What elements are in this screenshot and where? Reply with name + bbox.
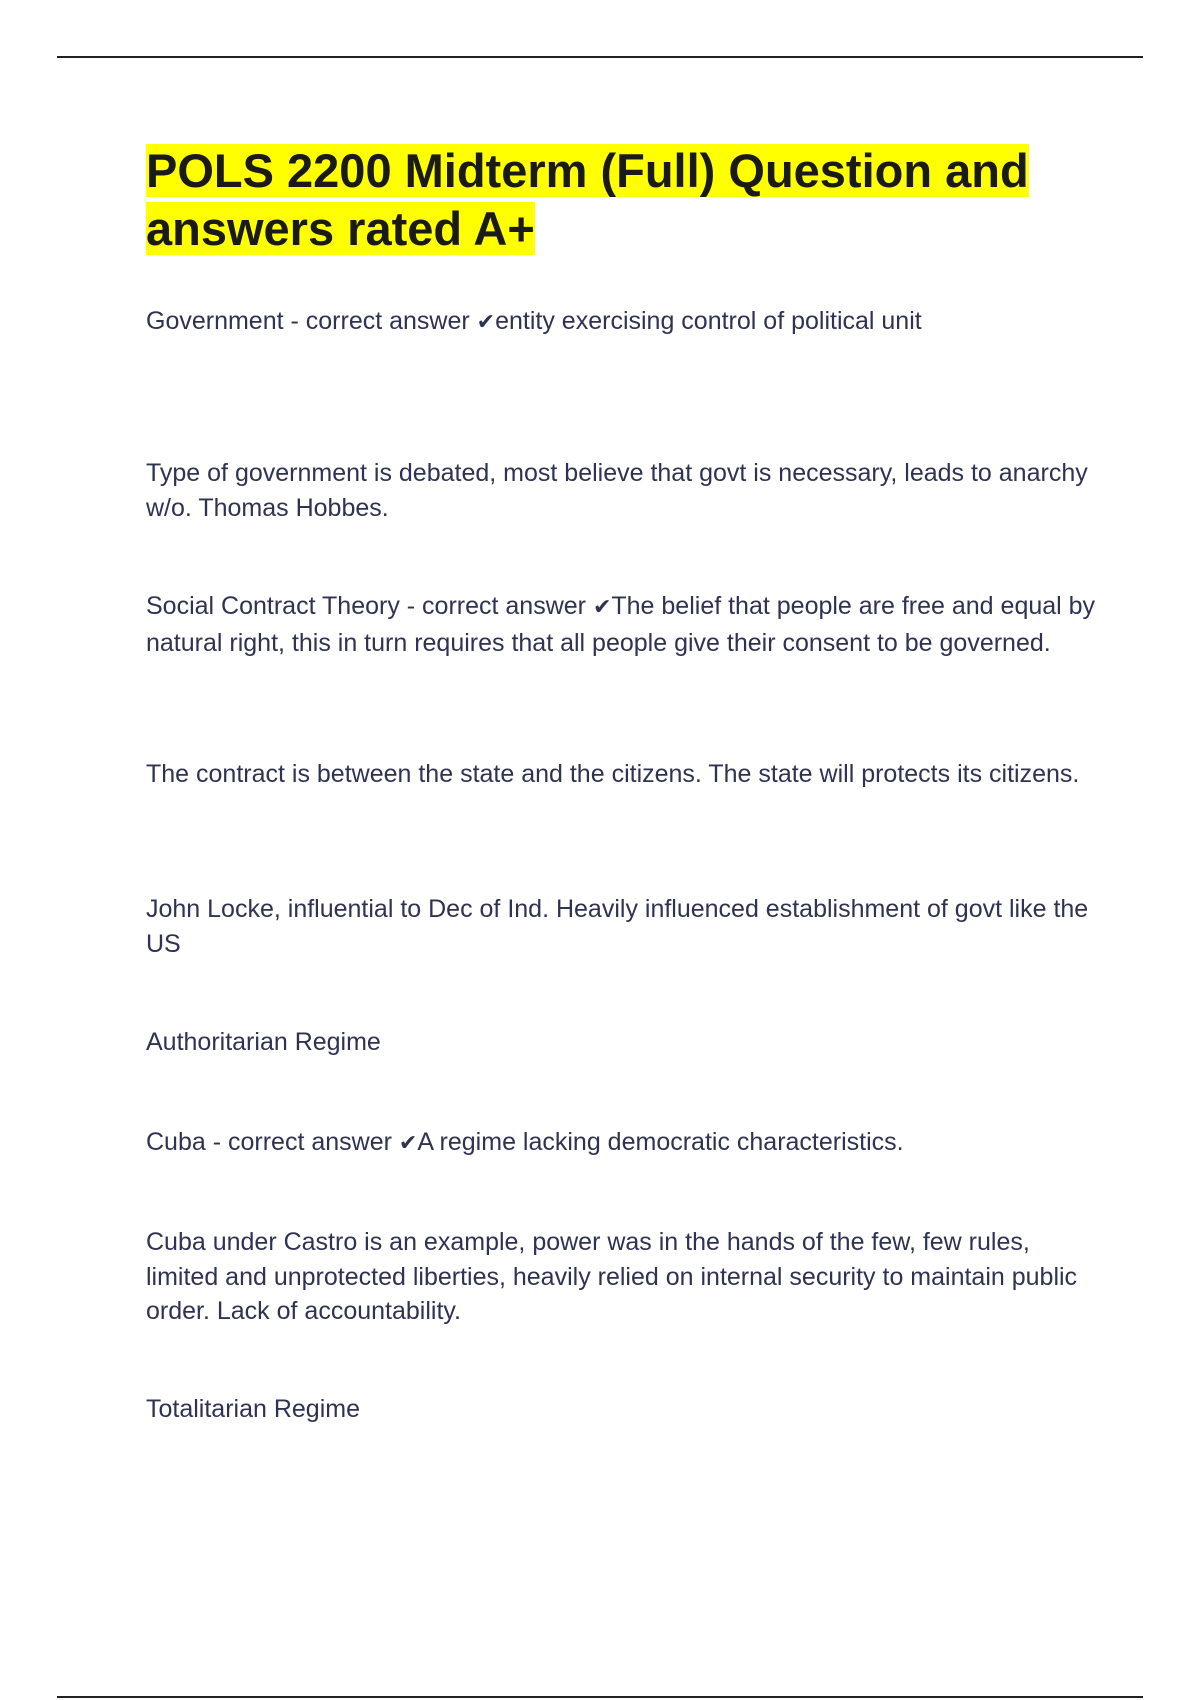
- qa-item-social-contract: [146, 589, 1096, 660]
- note-paragraph: Cuba under Castro is an example, power was in the hands of the few, few rules, limited and unprotected liberties, heavily relied on internal security to maintain public order. Lack of accountability.: [146, 1228, 1078, 1325]
- section-heading-totalitarian: Totalitarian Regime: [146, 1395, 360, 1423]
- section-heading-authoritarian: Authoritarian Regime: [146, 1028, 381, 1056]
- title-highlight: POLS 2200 Midterm (Full) Question and answers rated A+: [146, 144, 1029, 255]
- bottom-rule: [57, 1696, 1143, 1698]
- note-paragraph: The contract is between the state and the citizens. The state will protects its citizens.: [146, 760, 1080, 788]
- qa-item-cuba: [146, 1125, 1096, 1162]
- answer-text: The belief that people are free and equal by natural right, this in turn requires that all people give their consent to be governed.: [146, 592, 1096, 657]
- checkmark-icon: ✔: [476, 310, 496, 335]
- note-paragraph: Type of government is debated, most believe that govt is necessary, leads to anarchy w/o. Thomas Hobbes.: [146, 459, 1088, 522]
- note-paragraph: John Locke, influential to Dec of Ind. Heavily influenced establishment of govt like the US: [146, 895, 1089, 958]
- top-rule: [57, 56, 1143, 58]
- question-term: Cuba - correct answer: [146, 1128, 399, 1156]
- checkmark-icon: ✔: [592, 595, 612, 620]
- qa-item-government: [146, 304, 1096, 341]
- answer-text: entity exercising control of political unit: [495, 307, 922, 335]
- document-title: [146, 142, 1106, 258]
- answer-text: A regime lacking democratic characteristics.: [417, 1128, 904, 1156]
- checkmark-icon: ✔: [398, 1131, 418, 1156]
- question-term: Government - correct answer: [146, 307, 477, 335]
- question-term: Social Contract Theory - correct answer: [146, 592, 593, 620]
